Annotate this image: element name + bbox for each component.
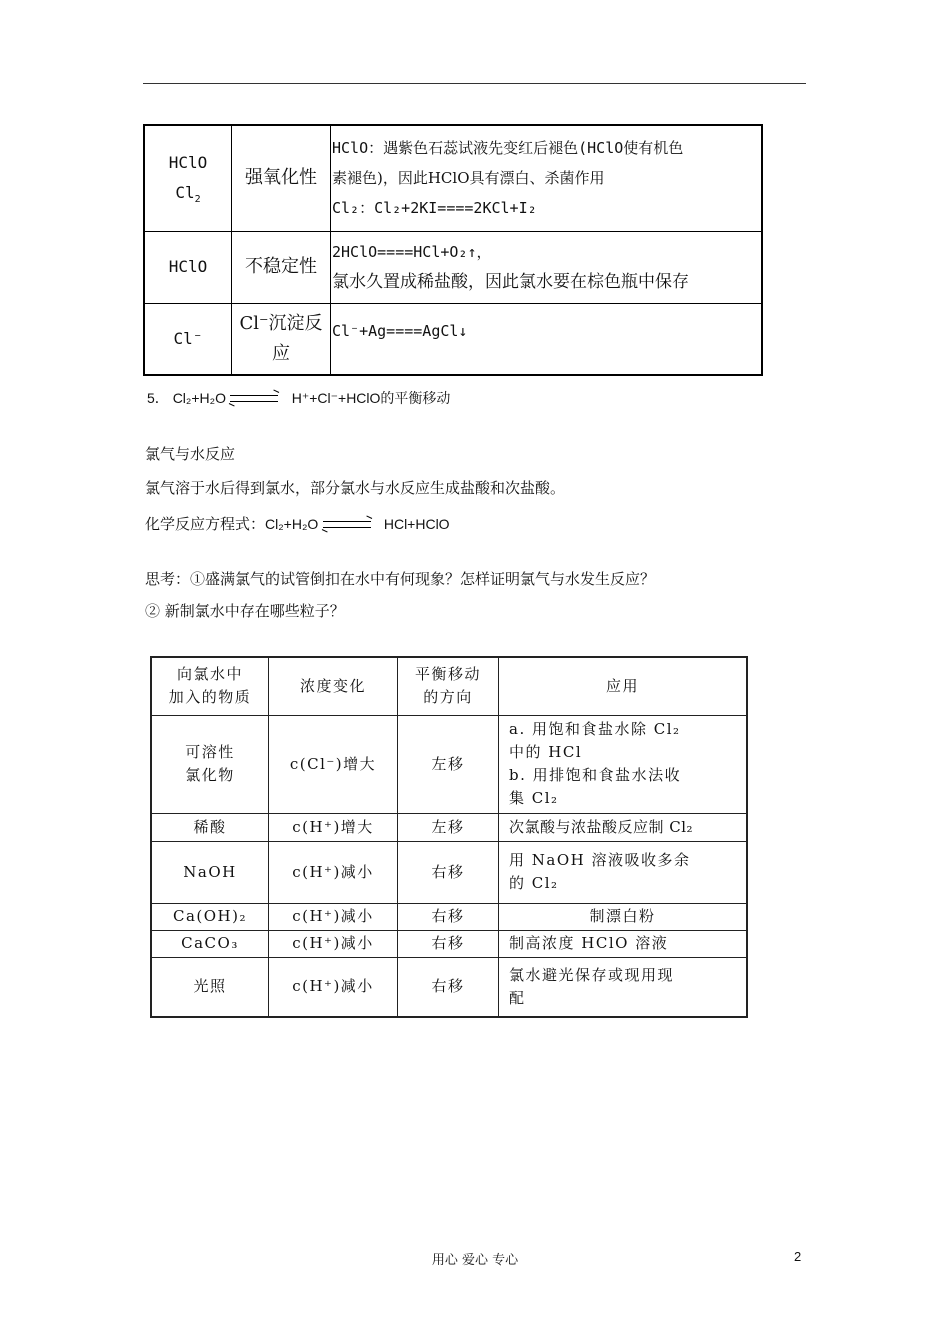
desc-line: HClO：遇紫色石蕊试液先变红后褪色(HClO使有机色 xyxy=(332,139,684,158)
species-cl2: $Cl_2$ xyxy=(175,183,201,206)
page-number: 2 xyxy=(794,1249,802,1264)
direction-cell: 右移 xyxy=(398,903,499,930)
desc-line: Cl⁻+Ag====AgCl↓ xyxy=(332,321,468,340)
table-row xyxy=(151,813,747,841)
property-line: 应 xyxy=(272,342,290,364)
application-cell: 用 NaOH 溶液吸收多余 的 Cl₂ xyxy=(499,841,748,903)
species-hclo: HClO xyxy=(168,153,208,173)
application-cell: 氯水避光保存或现用现 配 xyxy=(499,957,748,1017)
table-row xyxy=(151,957,747,1017)
description-cell xyxy=(331,125,763,231)
substance-cell: CaCO₃ xyxy=(151,930,269,957)
equilibrium-table xyxy=(150,656,748,1018)
table-row xyxy=(151,930,747,957)
paragraph: 氯气溶于水后得到氯水，部分氯水与水反应生成盐酸和次盐酸。 xyxy=(145,479,566,497)
section-5-heading: 5． Cl₂+H₂O H⁺+Cl⁻+HClO的平衡移动 xyxy=(147,390,451,407)
species-cell: Cl⁻ xyxy=(144,303,232,375)
table-row xyxy=(151,841,747,903)
substance-cell: 光照 xyxy=(151,957,269,1017)
application-cell: a. 用饱和食盐水除 Cl₂ 中的 HCl b. 用排饱和食盐水法收 集 Cl₂ xyxy=(499,715,748,813)
property-cell xyxy=(232,303,331,375)
property-cell: 不稳定性 xyxy=(232,231,331,303)
equilibrium-arrow-icon xyxy=(323,518,375,532)
table-row xyxy=(144,303,762,375)
substance-cell: 可溶性 氯化物 xyxy=(151,715,269,813)
header-direction: 平衡移动 的方向 xyxy=(398,657,499,715)
change-cell: c(H⁺)减小 xyxy=(269,930,398,957)
direction-cell: 左移 xyxy=(398,813,499,841)
table-row xyxy=(151,903,747,930)
desc-line: Cl₂：Cl₂+2KI====2KCl+I₂ xyxy=(332,199,537,218)
question-2: ② 新制氯水中存在哪些粒子？ xyxy=(145,602,345,620)
direction-cell: 右移 xyxy=(398,957,499,1017)
change-cell: c(H⁺)减小 xyxy=(269,957,398,1017)
change-cell: c(H⁺)减小 xyxy=(269,903,398,930)
substance-cell: Ca(OH)₂ xyxy=(151,903,269,930)
species-cell: HClO xyxy=(144,231,232,303)
question-1: 思考：①盛满氯气的试管倒扣在水中有何现象？怎样证明氯气与水发生反应？ xyxy=(145,570,656,588)
desc-line: 素褪色)，因此HClO具有漂白、杀菌作用 xyxy=(332,169,605,188)
direction-cell: 左移 xyxy=(398,715,499,813)
table-row xyxy=(144,125,762,231)
section-heading: 氯气与水反应 xyxy=(145,445,236,463)
change-cell: c(H⁺)减小 xyxy=(269,841,398,903)
header-rule xyxy=(143,83,806,84)
application-cell: 制高浓度 HClO 溶液 xyxy=(499,930,748,957)
equation-line: 化学反应方程式：Cl₂+H₂O HCl+HClO xyxy=(145,515,450,533)
substance-cell: NaOH xyxy=(151,841,269,903)
header-change: 浓度变化 xyxy=(269,657,398,715)
table-header-row xyxy=(151,657,747,715)
table-row xyxy=(144,231,762,303)
description-cell xyxy=(331,231,763,303)
desc-line: 2HClO====HCl+O₂↑， xyxy=(332,243,492,261)
table-row xyxy=(151,715,747,813)
page-footer: 用心 爱心 专心 xyxy=(431,1253,519,1268)
description-cell xyxy=(331,303,763,375)
header-substance: 向氯水中 加入的物质 xyxy=(151,657,269,715)
application-cell: 次氯酸与浓盐酸反应制 Cl₂ xyxy=(499,813,748,841)
substance-cell: 稀酸 xyxy=(151,813,269,841)
equilibrium-arrow-icon xyxy=(230,392,282,406)
property-line: Cl⁻沉淀反 xyxy=(239,312,323,334)
header-application: 应用 xyxy=(499,657,748,715)
direction-cell: 右移 xyxy=(398,930,499,957)
properties-table xyxy=(143,124,763,376)
change-cell: c(H⁺)增大 xyxy=(269,813,398,841)
direction-cell: 右移 xyxy=(398,841,499,903)
desc-line: 氯水久置成稀盐酸，因此氯水要在棕色瓶中保存 xyxy=(332,272,689,292)
application-cell: 制漂白粉 xyxy=(499,903,748,930)
species-cell xyxy=(144,125,232,231)
property-cell: 强氧化性 xyxy=(232,125,331,231)
change-cell: c(Cl⁻)增大 xyxy=(269,715,398,813)
